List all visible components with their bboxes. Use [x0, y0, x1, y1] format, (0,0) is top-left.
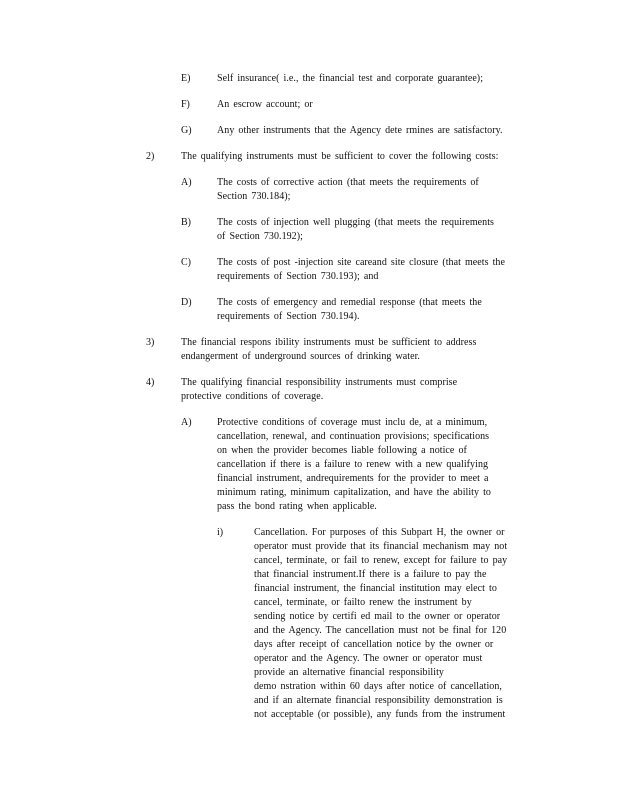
item-text-line: pass the bond rating when applicable. — [217, 501, 377, 512]
item-marker: F) — [181, 99, 190, 110]
item-marker: G) — [181, 125, 192, 136]
item-text-line: An escrow account; or — [217, 99, 313, 110]
item-text-line: Section 730.184); — [217, 191, 291, 202]
item-text-line: financial instrument, andrequirements for the provider to meet a — [217, 473, 489, 484]
item-text-line: protective conditions of coverage. — [181, 391, 324, 402]
item-text-line: operator and the Agency. The owner or operator must — [254, 653, 483, 664]
item-text-line: sending notice by certifi ed mail to the owner or operator — [254, 611, 501, 622]
item-text-line: The costs of injection well plugging (that meets the requirements — [217, 217, 494, 228]
item-text-line: cancel, terminate, or fail to renew, except for failure to pay — [254, 555, 508, 566]
item-text-line: Protective conditions of coverage must inclu de, at a minimum, — [217, 417, 488, 428]
item-text-line: cancellation if there is a failure to renew with a new qualifying — [217, 459, 489, 470]
item-marker: 3) — [146, 337, 155, 348]
item-text-line: requirements of Section 730.193); and — [217, 271, 379, 282]
item-marker: 2) — [146, 151, 155, 162]
item-text-line: of Section 730.192); — [217, 231, 303, 242]
item-text-line: endangerment of underground sources of drinking water. — [181, 351, 420, 362]
item-marker: E) — [181, 73, 191, 84]
item-text-line: The costs of corrective action (that meets the requirements of — [217, 177, 479, 188]
item-marker: A) — [181, 177, 192, 188]
item-text-line: and the Agency. The cancellation must not be final for 120 — [254, 625, 507, 636]
item-text-line: not acceptable (or possible), any funds from the instrument — [254, 709, 506, 720]
item-text-line: that financial instrument.If there is a failure to pay the — [254, 569, 487, 580]
item-text-line: The qualifying instruments must be sufficient to cover the following costs: — [181, 151, 499, 162]
item-marker: i) — [217, 527, 224, 538]
item-text-line: demo nstration within 60 days after notice of cancellation, — [254, 681, 502, 692]
item-marker: 4) — [146, 377, 155, 388]
item-text-line: financial instrument, the financial institution may elect to — [254, 583, 497, 594]
item-text-line: cancellation, renewal, and continuation provisions; specifications — [217, 431, 490, 442]
item-text-line: operator must provide that its financial mechanism may not — [254, 541, 508, 552]
item-text-line: Self insurance( i.e., the financial test and corporate guarantee); — [217, 73, 484, 84]
item-marker: D) — [181, 297, 192, 308]
item-text-line: Any other instruments that the Agency dete rmines are satisfactory. — [217, 125, 503, 136]
item-text-line: requirements of Section 730.194). — [217, 311, 360, 322]
item-text-line: Cancellation. For purposes of this Subpart H, the owner or — [254, 527, 505, 538]
item-text-line: The costs of emergency and remedial response (that meets the — [217, 297, 482, 308]
item-text-line: The qualifying financial responsibility instruments must comprise — [181, 377, 458, 388]
item-text-line: minimum rating, minimum capitalization, and have the ability to — [217, 487, 491, 498]
item-marker: B) — [181, 217, 191, 228]
item-text-line: cancel, terminate, or failto renew the instrument by — [254, 597, 472, 608]
item-text-line: provide an alternative financial responsibility — [254, 667, 444, 678]
item-text-line: and if an alternate financial responsibility demonstration is — [254, 695, 503, 706]
item-marker: C) — [181, 257, 191, 268]
item-text-line: on when the provider becomes liable following a notice of — [217, 445, 467, 456]
item-text-line: days after receipt of cancellation notice by the owner or — [254, 639, 494, 650]
item-text-line: The financial respons ibility instruments must be sufficient to address — [181, 337, 477, 348]
item-marker: A) — [181, 417, 192, 428]
item-text-line: The costs of post -injection site careand site closure (that meets the — [217, 257, 505, 268]
